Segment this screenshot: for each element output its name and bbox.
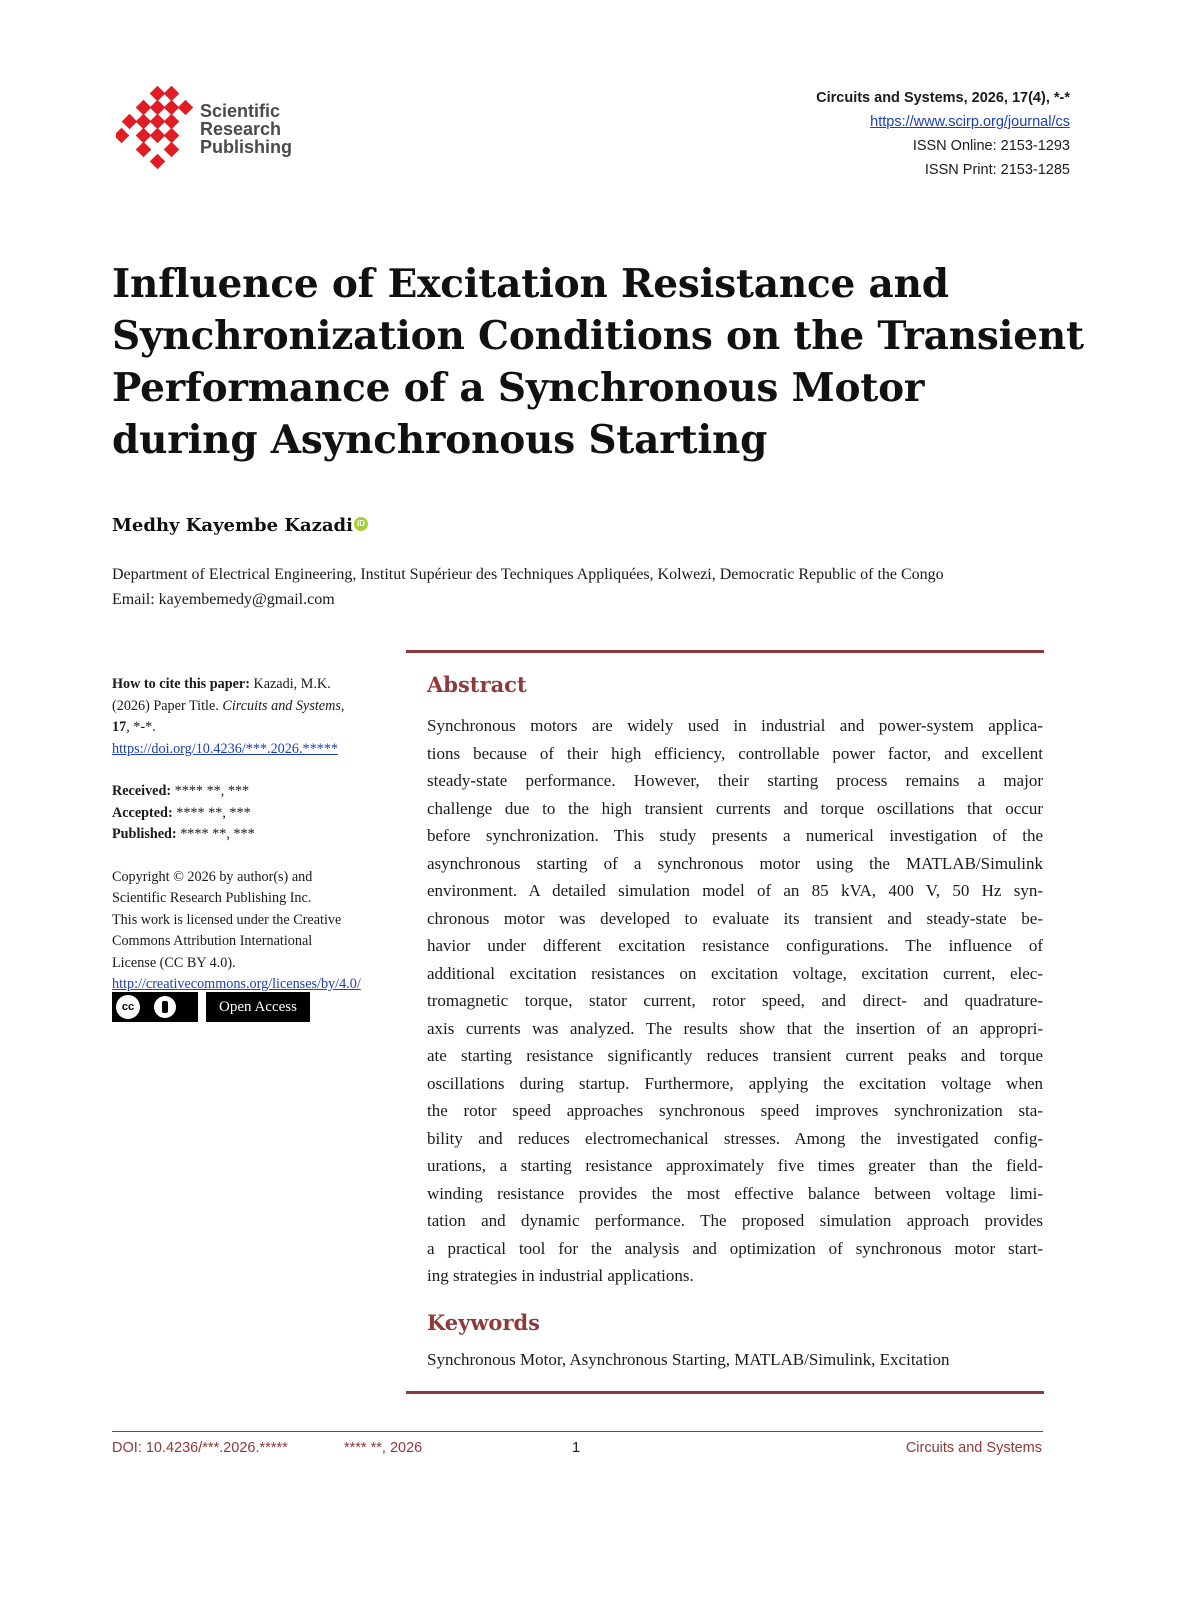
published-label: Published: [112,826,177,842]
abstract-line: havior under different excitation resistance configurations. The influence of [427,936,1043,955]
open-access-badge[interactable]: Open Access [206,992,310,1022]
abstract-line: ate starting resistance significantly reduces transient current peaks and torque [427,1046,1043,1065]
published-value: **** **, *** [176,826,255,842]
affiliation-email: Email: kayembemedy@gmail.com [112,591,335,608]
abstract-line: tions because of their high efficiency, controllable power factor, and excellent [427,743,1043,763]
abstract-line: the rotor speed approaches synchronous speed improves synchronization sta- [427,1101,1043,1120]
journal-citation: Circuits and Systems, 2026, 17(4), *-* [816,90,1070,106]
journal-info [816,86,1070,182]
copyright-line: Copyright © 2026 by author(s) and [112,868,313,885]
issn-online: ISSN Online: 2153-1293 [912,138,1070,154]
keywords-heading: Keywords [427,1310,541,1335]
by-person-icon [154,996,176,1018]
publisher-logo-text [200,102,292,156]
footer-date: **** **, 2026 [344,1440,423,1456]
abstract-line: ing strategies in industrial applications. [427,1266,694,1285]
cite-label: How to cite this paper: [112,676,250,692]
cite-journal: Circuits and Systems [222,697,341,714]
citation-sidebar [112,674,402,996]
copyright-line: Commons Attribution International [112,933,313,949]
abstract-line: chronous motor was developed to evaluate its transient and steady-state be- [427,908,1043,928]
abstract-line: Synchronous motors are widely used in industrial and power-system applica- [427,716,1043,735]
issn-print: ISSN Print: 2153-1285 [924,162,1070,178]
received-label: Received: [112,783,172,799]
abstract-line: environment. A detailed simulation model of an 85 kVA, 400 V, 50 Hz syn- [427,881,1043,900]
cite-author: Kazadi, M.K. [249,676,331,692]
title-line-2: Synchronization Conditions on the Transient [112,313,1084,359]
logo-line-2: Research [200,119,282,139]
cc-by-badge[interactable] [112,992,198,1022]
accepted-value: **** **, *** [172,804,251,821]
footer-rule [112,1431,1043,1432]
title-line-4: during Asynchronous Starting [112,417,768,463]
author-block [112,515,368,536]
abstract-line: urations, a starting resistance approximately five times greater than the field- [427,1156,1043,1175]
abstract-heading: Abstract [427,672,527,697]
affiliation [112,562,944,612]
abstract-line: before synchronization. This study presents a numerical investigation of the [427,826,1043,845]
cite-year-title: (2026) Paper Title. [112,697,223,714]
abstract-line: oscillations during startup. Furthermore, applying the excitation voltage when [427,1073,1043,1093]
copyright-line: This work is licensed under the Creative [112,911,342,928]
abstract-body [427,712,1043,1290]
abstract-line: axis currents was analyzed. The results show that the insertion of an appropri- [427,1018,1043,1038]
cc-icon: cc [116,995,140,1019]
abstract-bottom-rule [406,1391,1044,1394]
orcid-icon[interactable]: iD [354,517,368,531]
publisher-logo-icon [116,86,196,172]
footer-doi: DOI: 10.4236/***.2026.***** [112,1440,288,1456]
journal-url-link[interactable]: https://www.scirp.org/journal/cs [870,114,1070,130]
accepted-label: Accepted: [112,804,173,821]
footer-journal-name: Circuits and Systems [905,1440,1042,1456]
doi-link[interactable]: https://doi.org/10.4236/***.2026.***** [112,740,338,757]
abstract-line: steady-state performance. However, their starting process remains a major [427,771,1043,790]
footer-page-number: 1 [572,1440,581,1456]
abstract-line: winding resistance provides the most effective balance between voltage limi- [427,1183,1043,1203]
copyright-line: Scientific Research Publishing Inc. [112,890,312,906]
abstract-line: bility and reduces electromechanical stresses. Among the investigated config- [427,1128,1043,1148]
author-name: Medhy Kayembe Kazadi [112,515,353,536]
abstract-line: additional excitation resistances on excitation voltage, excitation current, elec- [427,963,1043,983]
logo-line-3: Publishing [200,137,292,157]
abstract-top-rule [406,650,1044,653]
affiliation-department: Department of Electrical Engineering, Institut Supérieur des Techniques Appliquées, Kolwezi, Democratic Republic of the Congo [112,566,944,583]
paper-title [112,258,1084,466]
title-line-1: Influence of Excitation Resistance and [112,261,949,307]
logo-line-1: Scientific [200,101,281,121]
license-link[interactable]: http://creativecommons.org/licenses/by/4.0/ [112,976,361,992]
received-value: **** **, *** [171,783,250,799]
cite-pages: , *-*. [126,719,156,735]
publisher-logo [116,86,316,172]
abstract-line: asynchronous starting of a synchronous motor using the MATLAB/Simulink [427,853,1043,873]
cite-comma: , [340,697,345,714]
cite-volume: 17 [112,719,127,735]
abstract-line: challenge due to the high transient currents and torque oscillations that occur [427,798,1043,818]
abstract-line: tation and dynamic performance. The proposed simulation approach provides [427,1211,1043,1230]
keywords-text: Synchronous Motor, Asynchronous Starting, MATLAB/Simulink, Excitation [427,1350,950,1369]
abstract-line: a practical tool for the analysis and optimization of synchronous motor start- [427,1238,1043,1258]
abstract-line: tromagnetic torque, stator current, rotor speed, and direct- and quadrature- [427,991,1043,1010]
title-line-3: Performance of a Synchronous Motor [112,365,925,411]
copyright-line: License (CC BY 4.0). [112,954,236,971]
